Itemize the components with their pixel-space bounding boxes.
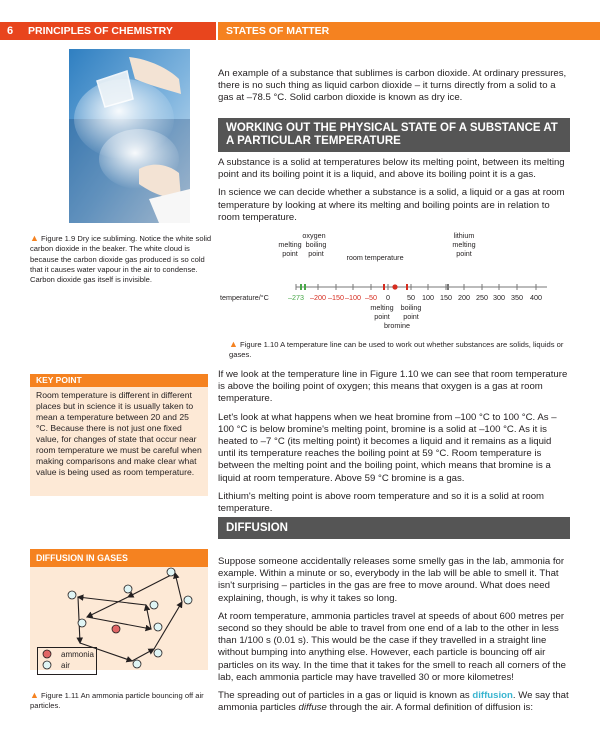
axis-label: temperature/°C (220, 293, 269, 302)
air-particle (154, 623, 162, 631)
key-point-box (30, 374, 208, 496)
key-point-title: KEY POINT (30, 374, 208, 387)
tick-label: –100 (345, 293, 361, 302)
tick-label: –273 (288, 293, 304, 302)
temperature-line-figure (218, 228, 570, 338)
air-particle (167, 568, 175, 576)
oxygen-melting-label: melting (278, 240, 302, 249)
section1-paragraph-4: Let's look at what happens when we heat bromine from –100 °C to 100 °C. As –100 °C is below bromine's melting point, bromine is a solid at –100 °C. As it is heated to –7 °C (its melting point) it becomes a liquid and it remains as a liquid until its temperature reaches the boiling point at 59 °C. Room temperature is between the melting point and the boiling point, which means that bromine is a liquid at room temperature. Above 59 °C bromine is a gas. (218, 411, 557, 484)
section2-paragraph-3 (218, 690, 570, 714)
tick-label: 400 (530, 293, 542, 302)
lithium-melting-label: point (456, 249, 472, 258)
section1-paragraph-3: If we look at the temperature line in Figure 1.10 we can see that room temperature is above the boiling point of oxygen; this means that oxygen is a gas at room temperature. (218, 369, 568, 405)
diffusion-term: diffusion (472, 690, 513, 702)
figure-1-10-text: Figure 1.10 A temperature line can be used to work out whether substances are solids, liquids or gases. (229, 340, 564, 360)
room-temperature-marker (392, 284, 397, 289)
section1-continued (218, 369, 570, 521)
ammonia-particle (112, 625, 120, 633)
section1-paragraph-2: In science we can decide whether a substance is a solid, a liquid or a gas at room temperature by looking at where its melting and boiling points are in relation to room temperature. (218, 187, 565, 223)
tick-label: 350 (511, 293, 523, 302)
book-title: PRINCIPLES OF CHEMISTRY (20, 22, 216, 40)
page-number: 6 (0, 22, 20, 40)
section-heading-diffusion: DIFFUSION (218, 517, 570, 539)
tick-label: 300 (493, 293, 505, 302)
oxygen-boiling-label: point (308, 249, 324, 258)
intro-text: An example of a substance that sublimes is carbon dioxide. At ordinary pressures, there is no such thing as liquid carbon dioxide – it turns directly from a solid to a gas at –78.5 °C. Solid carbon dioxide is known as dry ice. (218, 68, 567, 104)
tick-label: 200 (458, 293, 470, 302)
figure-1-11-text: Figure 1.11 An ammonia particle bouncing off air particles. (30, 691, 204, 711)
tick-label: 50 (407, 293, 415, 302)
p3-mid: . We say that ammonia particles (218, 690, 569, 714)
air-particle (133, 660, 141, 668)
section1-body (218, 157, 570, 230)
bromine-melting-label: point (374, 312, 390, 321)
p3-tail: through the air. A formal definition of diffusion is: (326, 702, 534, 714)
section1-paragraph-1: A substance is a solid at temperatures below its melting point, between its melting point and its boiling point it is a liquid, and above its boiling point it is a gas. (218, 157, 565, 181)
diffusion-box-title: DIFFUSION IN GASES (30, 549, 208, 567)
triangle-marker-icon: ▲ (30, 233, 39, 243)
tick-label: –200 (310, 293, 326, 302)
chapter-title: STATES OF MATTER (218, 22, 600, 40)
bromine-boiling-label: point (403, 312, 419, 321)
section1-paragraph-5: Lithium's melting point is above room temperature and so it is a solid at room temperature. (218, 490, 545, 515)
air-particle (78, 619, 86, 627)
legend-air-label: air (61, 661, 70, 670)
triangle-marker-icon: ▲ (30, 690, 39, 700)
tick-label: 150 (440, 293, 452, 302)
tick-label: 100 (422, 293, 434, 302)
section2-body (218, 556, 570, 720)
triangle-marker-icon: ▲ (229, 339, 238, 349)
section2-paragraph-1: Suppose someone accidentally releases some smelly gas in the lab, ammonia for example. Within a minute or so, everybody in the lab will be able to smell it. That isn't surprising – particles in the gas are free to move around. What does need explaining, though, is why it takes so long. (218, 556, 565, 604)
air-particle (184, 596, 192, 604)
air-particle (150, 601, 158, 609)
tick-label: –150 (328, 293, 344, 302)
tick-label: 250 (476, 293, 488, 302)
legend-ammonia-label: ammonia (61, 650, 94, 659)
section-heading-physical-state: WORKING OUT THE PHYSICAL STATE OF A SUBSTANCE AT A PARTICULAR TEMPERATURE (218, 118, 570, 152)
dry-ice-photo (69, 49, 190, 223)
figure-1-11-caption (30, 690, 208, 712)
tick-label: –50 (365, 293, 377, 302)
lithium-melting-label: melting (452, 240, 476, 249)
figure-1-9-caption (30, 233, 214, 285)
section2-paragraph-2: At room temperature, ammonia particles travel at speeds of about 600 metres per second so they should be able to travel from one end of a lab to the other in less than 1/100 s (0.01 s). This would be the case if they travelled in a straight line without bumping into anything else. However, each particle is bouncing off air particles on its way. In the time that it takes for the smell to reach all corners of the lab, each ammonia particle may have travelled 30 or more kilometres! (218, 610, 567, 683)
key-point-text: Room temperature is different in different places but in science it is usually taken to mean a temperature between 20 and 25 °C. Because there is not just one fixed value, for changes of state that occur near room temperature we must be careful when making comparisons and make clear what value is being used as room temperature. (36, 390, 202, 477)
air-particle (68, 591, 76, 599)
oxygen-label: oxygen (302, 231, 326, 240)
figure-1-10-caption (229, 339, 567, 361)
air-particle (124, 585, 132, 593)
room-temperature-label: room temperature (346, 253, 404, 262)
bromine-melting-label: melting (370, 303, 394, 312)
air-particle (154, 649, 162, 657)
oxygen-boiling-label: boiling (305, 240, 327, 249)
diffusion-in-gases-box (30, 549, 208, 670)
oxygen-melting-label: point (282, 249, 298, 258)
diffuse-term: diffuse (298, 702, 327, 714)
bromine-label: bromine (384, 321, 410, 330)
lithium-label: lithium (453, 231, 475, 240)
tick-label: 0 (386, 293, 390, 302)
bromine-boiling-label: boiling (400, 303, 422, 312)
figure-1-9-text: Figure 1.9 Dry ice subliming. Notice the white solid carbon dioxide in the beaker. The white cloud is because the carbon dioxide gas produced is so cold that it causes water vapour in the air to condense. Carbon dioxide gas itself is invisible. (30, 234, 212, 285)
p3-start: The spreading out of particles in a gas or liquid is known as (218, 690, 473, 702)
intro-paragraph (218, 68, 570, 111)
